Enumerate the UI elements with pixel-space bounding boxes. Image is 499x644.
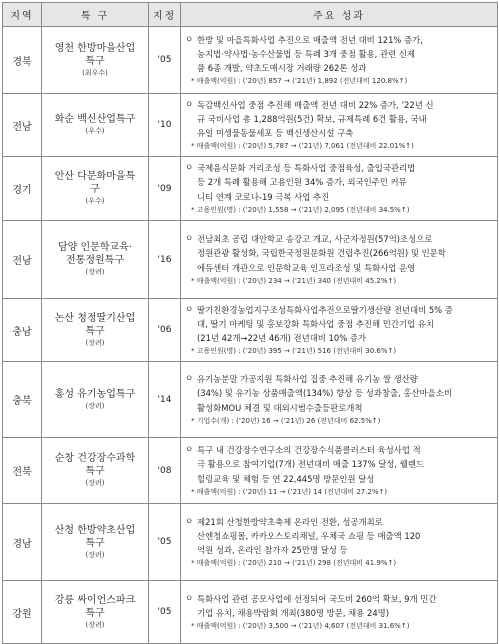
achievement-line: 억원 성과, 온라인 참가자 25만명 달성 등 bbox=[197, 545, 348, 556]
zone-cell bbox=[42, 504, 149, 581]
region-cell: 전북 bbox=[3, 438, 42, 504]
achievement-cell bbox=[181, 157, 498, 221]
region-cell: 경기 bbox=[3, 157, 42, 221]
zone-grade: (장려) bbox=[85, 338, 105, 347]
zone-name-line: 특구 bbox=[85, 466, 105, 477]
achievement-line: 딸기친환경농업지구조성특화사업추진으로딸기생산량 전년대비 5% 증 bbox=[197, 304, 453, 315]
bullet-mark: ㅇ bbox=[185, 34, 194, 45]
zone-name-line: 전통정원특구 bbox=[66, 255, 124, 266]
region-cell: 경북 bbox=[3, 27, 42, 94]
header-year: 지정 bbox=[149, 3, 181, 27]
bullet-mark: ㅇ bbox=[185, 234, 194, 245]
achievement-line: 극 활용으로 참여기업(7개) 전년대비 매출 137% 달성, 웰랜드 bbox=[197, 459, 424, 470]
achievement-line: 힐링교육 및 체험 등 연 22,445명 방문인원 달성 bbox=[197, 473, 375, 484]
metric-note: * 매출액(억원) : (’20년) 857 → (’21년) 1,892 (전년대비 120.8%↑) bbox=[191, 77, 408, 86]
zone-cell bbox=[42, 94, 149, 157]
achievement-cell bbox=[181, 94, 498, 157]
table-header-row bbox=[3, 3, 498, 27]
achievement-line: 기업 유치, 채용박람회 개최(380명 방문, 채용 24명) bbox=[197, 608, 390, 618]
designation-year-cell: '14 bbox=[149, 362, 181, 438]
designation-year-cell: '16 bbox=[149, 221, 181, 299]
zone-cell bbox=[42, 581, 149, 644]
achievement-cell bbox=[181, 221, 498, 299]
bullet-mark: ㅇ bbox=[185, 99, 194, 110]
header-region: 지역 bbox=[3, 3, 42, 27]
achievement-line: 에듀센터 개관으로 인문학교육 인프라조성 및 특화사업 운영 bbox=[197, 262, 416, 273]
zone-name-line: 산청 한방약초산업 bbox=[54, 524, 136, 536]
achievement-line: 유일 미생물동물세포 등 백신생산시설 구축 bbox=[197, 128, 354, 139]
table-row bbox=[3, 581, 498, 644]
achievement-line: 제21회 산청한방약초축제 온라인 전환, 성공개최로 bbox=[197, 516, 383, 527]
achievement-cell bbox=[181, 27, 498, 94]
region-cell: 경남 bbox=[3, 504, 42, 581]
designation-year-cell: '05 bbox=[149, 581, 181, 644]
zone-name-line: 영천 한방마을산업 bbox=[54, 42, 136, 54]
zone-name-line: 특구 bbox=[85, 55, 105, 67]
achievement-cell bbox=[181, 504, 498, 581]
zone-grade: (장려) bbox=[85, 479, 105, 487]
bullet-mark: ㅇ bbox=[185, 445, 194, 456]
designation-year-cell: '05 bbox=[149, 27, 181, 94]
achievement-line: 활성화MOU 체결 및 대외시범수출등판로개척 bbox=[197, 402, 363, 413]
zone-name-line: 논산 청정딸기산업 bbox=[54, 312, 136, 324]
zone-grade: (장려) bbox=[85, 620, 105, 629]
zone-grade: (장려) bbox=[85, 268, 105, 276]
zone-name-line: 홍성 유기농업특구 bbox=[54, 388, 136, 400]
zone-name-line: 특구 bbox=[85, 607, 105, 619]
zone-name-line: 담양 인문학교육· bbox=[58, 242, 132, 253]
achievement-line: 대, 딸기 마케팅 및 홍보강화 특화사업 중점 추진해 민간기업 유치 bbox=[197, 318, 434, 329]
region-cell: 전남 bbox=[3, 221, 42, 299]
zone-grade: (장려) bbox=[85, 550, 105, 559]
zone-cell bbox=[42, 27, 149, 94]
achievement-line: 산엔청쇼핑몰, 카카오스토리채널, 우체국 쇼핑 등 매출액 120 bbox=[197, 530, 421, 541]
header-achievement: 주요 성과 bbox=[181, 3, 498, 27]
achievement-line: 유기농분말 가공지원 특화사업 집중 추진해 유기농 쌀 생산량 bbox=[197, 374, 418, 385]
table-row bbox=[3, 221, 498, 299]
designation-year-cell: '08 bbox=[149, 438, 181, 504]
achievement-line: 독감백신사업 중점 추진해 매출액 전년 대비 22% 증가, ’22년 신 bbox=[197, 99, 434, 110]
bullet-mark: ㅇ bbox=[185, 516, 194, 527]
table-row bbox=[3, 504, 498, 581]
zone-grade: (우수) bbox=[85, 197, 105, 205]
designation-year-cell: '05 bbox=[149, 504, 181, 581]
achievement-line: (34%) 및 유기농 상품매출액(134%) 향상 등 성과창출, 홍산마을소비 bbox=[197, 388, 452, 399]
zone-name-line: 안산 다문화마을특 bbox=[54, 171, 136, 182]
metric-note: * 기업수(개) : (’20년) 16 → (’21년) 26 (전년대비 62.5%↑) bbox=[191, 416, 381, 425]
bullet-mark: ㅇ bbox=[185, 374, 194, 385]
zone-grade: (최우수) bbox=[82, 68, 108, 77]
achievement-cell bbox=[181, 438, 498, 504]
zone-cell bbox=[42, 438, 149, 504]
table-row bbox=[3, 438, 498, 504]
achievement-line: 한방 및 마을특화사업 추진으로 매출액 전년 대비 121% 증가, bbox=[197, 34, 423, 45]
table-body bbox=[3, 27, 498, 644]
achievement-cell bbox=[181, 299, 498, 362]
bullet-mark: ㅇ bbox=[185, 593, 194, 604]
zone-grade: (장려) bbox=[85, 401, 105, 410]
achievement-line: (21년 42개→22년 46개) 전년대비 10% 증가 bbox=[197, 333, 367, 344]
achievement-cell bbox=[181, 581, 498, 644]
metric-note: * 매출액(억원) : (’20년) 11 → (’21년) 14 (전년대비 27.2%↑) bbox=[191, 487, 388, 496]
achievement-line: 니티 연계 코로나-19 극복 사업 추진 bbox=[197, 191, 330, 202]
achievement-line: 등 2개 특례 활용해 고용인원 34% 증가, 외국인주민 커뮤 bbox=[197, 177, 407, 188]
table-row bbox=[3, 157, 498, 221]
achievement-line: 농지법·약사법·농수산물법 등 특례 3개 중점 활용, 관련 신제 bbox=[197, 48, 416, 59]
special-zone-achievement-table bbox=[2, 2, 498, 644]
zone-name-line: 특구 bbox=[85, 325, 105, 337]
zone-name-line: 화순 백신산업특구 bbox=[54, 114, 136, 125]
designation-year-cell: '10 bbox=[149, 94, 181, 157]
zone-name-line: 순창 건강장수과학 bbox=[54, 453, 136, 464]
zone-cell bbox=[42, 221, 149, 299]
zone-name-line: 강릉 싸이언스파크 bbox=[54, 594, 136, 606]
achievement-line: 특구 내 건강장수연구소의 건강장수식품클러스터 육성사업 적 bbox=[197, 445, 421, 456]
achievement-cell bbox=[181, 362, 498, 438]
bullet-mark: ㅇ bbox=[185, 304, 194, 315]
zone-grade: (우수) bbox=[85, 127, 105, 135]
achievement-line: 정원관광 활성화, 국립한국정원문화원 건립추진(266억원) 및 인문학 bbox=[197, 248, 446, 259]
metric-note: * 매출액(억원) : (’20년) 3,500 → (’21년) 4,607 (전년대비 31.6%↑) bbox=[191, 622, 410, 631]
achievement-line: 품 6종 개발, 약초도매시장 거래량 262톤 성과 bbox=[197, 63, 367, 74]
region-cell: 강원 bbox=[3, 581, 42, 644]
zone-cell bbox=[42, 157, 149, 221]
metric-note: * 매출액(억원) : (’20년) 234 → (’21년) 340 (전년대비 45.2%↑) bbox=[191, 276, 397, 285]
achievement-line: 특화사업 관련 공모사업에 선정되어 국도비 260억 확보, 9개 민간 bbox=[197, 593, 437, 604]
table-row bbox=[3, 299, 498, 362]
zone-name-line: 구 bbox=[90, 184, 100, 195]
table-row bbox=[3, 94, 498, 157]
achievement-line: 규 국비사업 총 1,288억원(5건) 확보, 규제특례 6건 활용, 국내 bbox=[197, 113, 427, 124]
metric-note: * 고용인원(명) : (’20년) 395 → (’21년) 516 (전년대비 30.6%↑) bbox=[191, 347, 397, 356]
zone-cell bbox=[42, 362, 149, 438]
metric-note: * 매출액(억원) : (’20년) 5,787 → (’21년) 7,061 (전년대비 22.01%↑) bbox=[191, 142, 414, 151]
region-cell: 전남 bbox=[3, 94, 42, 157]
designation-year-cell: '06 bbox=[149, 299, 181, 362]
achievement-line: 전남최초 공립 대안학교 송강고 개교, 사군자정원(57억)조성으로 bbox=[197, 234, 433, 245]
table-row bbox=[3, 27, 498, 94]
metric-note: * 매출액(억원) : (’20년) 210 → (’21년) 298 (전년대비 41.9%↑) bbox=[191, 559, 397, 568]
designation-year-cell: '09 bbox=[149, 157, 181, 221]
table-row bbox=[3, 362, 498, 438]
achievement-line: 국제음식문화 거리조성 등 특화사업 중점육성, 출입국관리법 bbox=[197, 163, 416, 174]
zone-cell bbox=[42, 299, 149, 362]
region-cell: 충북 bbox=[3, 362, 42, 438]
header-zone: 특 구 bbox=[42, 3, 149, 27]
bullet-mark: ㅇ bbox=[185, 163, 194, 174]
region-cell: 충남 bbox=[3, 299, 42, 362]
zone-name-line: 특구 bbox=[85, 537, 105, 549]
metric-note: * 고용인원(명) : (’20년) 1,558 → (’21년) 2,095 (전년대비 34.5%↑) bbox=[191, 205, 410, 214]
